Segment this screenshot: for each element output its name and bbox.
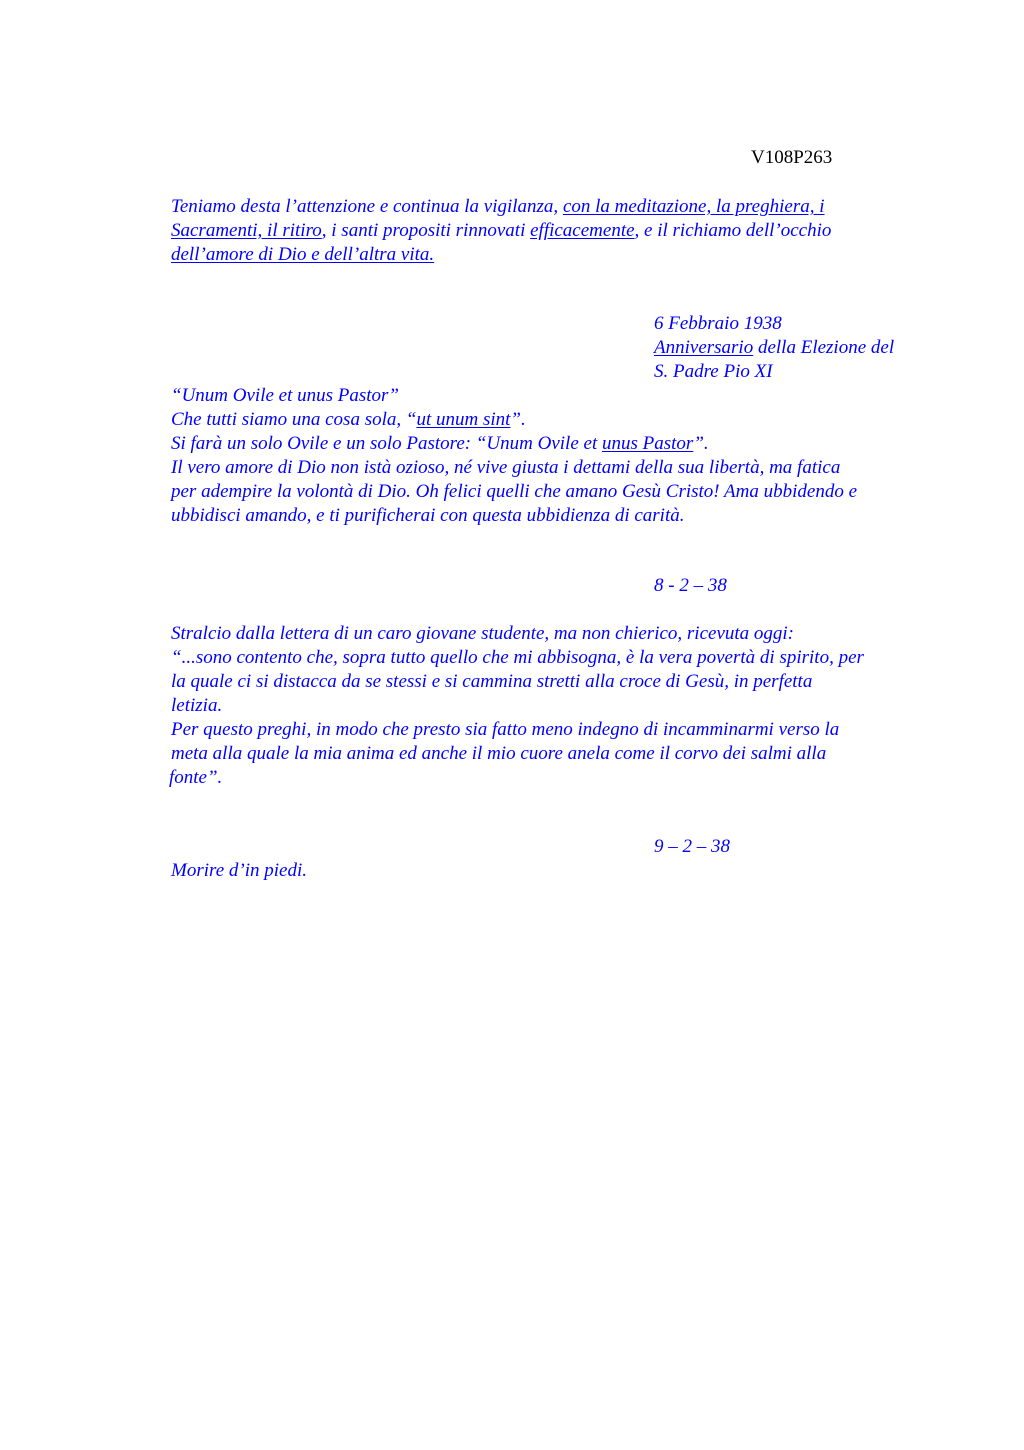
text-line: Sacramenti, il ritiro, i santi propositi rinnovati efficacemente, e il richiamo dell’occhio [171, 220, 832, 241]
paragraph-vigilance [171, 195, 941, 267]
text-line: Il vero amore di Dio non istà ozioso, né vive giusta i dettami della sua libertà, ma fatica [171, 457, 841, 478]
date-line: 8 - 2 – 38 [654, 575, 727, 596]
paragraph-morire [171, 859, 941, 883]
text-line: Stralcio dalla lettera di un caro giovane studente, ma non chierico, ricevuta oggi: [171, 623, 795, 644]
entry-date-1 [654, 312, 894, 384]
underlined-text: efficacemente [530, 220, 635, 241]
underlined-text: dell’amore di Dio e dell’altra vita. [171, 244, 435, 265]
occasion-line: Anniversario della Elezione del [654, 337, 895, 358]
underlined-text: Anniversario [654, 337, 754, 358]
text-line: Morire d’in piedi. [171, 860, 307, 881]
entry-date-2 [654, 574, 727, 598]
underlined-text: con la meditazione, la preghiera, i [562, 196, 825, 217]
entry-date-3 [654, 835, 730, 859]
text-line: Che tutti siamo una cosa sola, “ut unum sint”. [171, 409, 526, 430]
text-line [171, 243, 941, 267]
occasion-line: S. Padre Pio XI [654, 361, 773, 382]
underlined-text: unus Pastor [601, 433, 694, 454]
paragraph-letter-excerpt [171, 622, 941, 790]
date-line: 9 – 2 – 38 [654, 836, 730, 857]
text-line: per adempire la volontà di Dio. Oh felici quelli che amano Gesù Cristo! Ama ubbidendo e [171, 481, 858, 502]
text-line: fonte”. [169, 767, 223, 788]
text-line: ubbidisci amando, e ti purificherai con questa ubbidienza di carità. [171, 505, 685, 526]
text-line: letizia. [171, 695, 223, 716]
text-line: Per questo preghi, in modo che presto sia fatto meno indegno di incamminarmi verso la [171, 719, 840, 740]
page-identifier: V108P263 [751, 147, 833, 168]
underlined-text: ut unum sint [416, 409, 511, 430]
text-line: Si farà un solo Ovile e un solo Pastore: “Unum Ovile et unus Pastor”. [171, 433, 709, 454]
text-line: “Unum Ovile et unus Pastor” [171, 385, 399, 406]
text-line: Teniamo desta l’attenzione e continua la vigilanza, con la meditazione, la preghiera, i [171, 196, 825, 217]
text-line: la quale ci si distacca da se stessi e si cammina stretti alla croce di Gesù, in perfetta [171, 671, 813, 692]
text-line: “...sono contento che, sopra tutto quello che mi abbisogna, è la vera povertà di spirito, per [171, 647, 864, 668]
date-line: 6 Febbraio 1938 [654, 313, 782, 334]
underlined-text: Sacramenti, il ritiro [171, 220, 322, 241]
paragraph-unum-ovile [171, 384, 941, 528]
text-line: meta alla quale la mia anima ed anche il mio cuore anela come il corvo dei salmi alla [171, 743, 827, 764]
